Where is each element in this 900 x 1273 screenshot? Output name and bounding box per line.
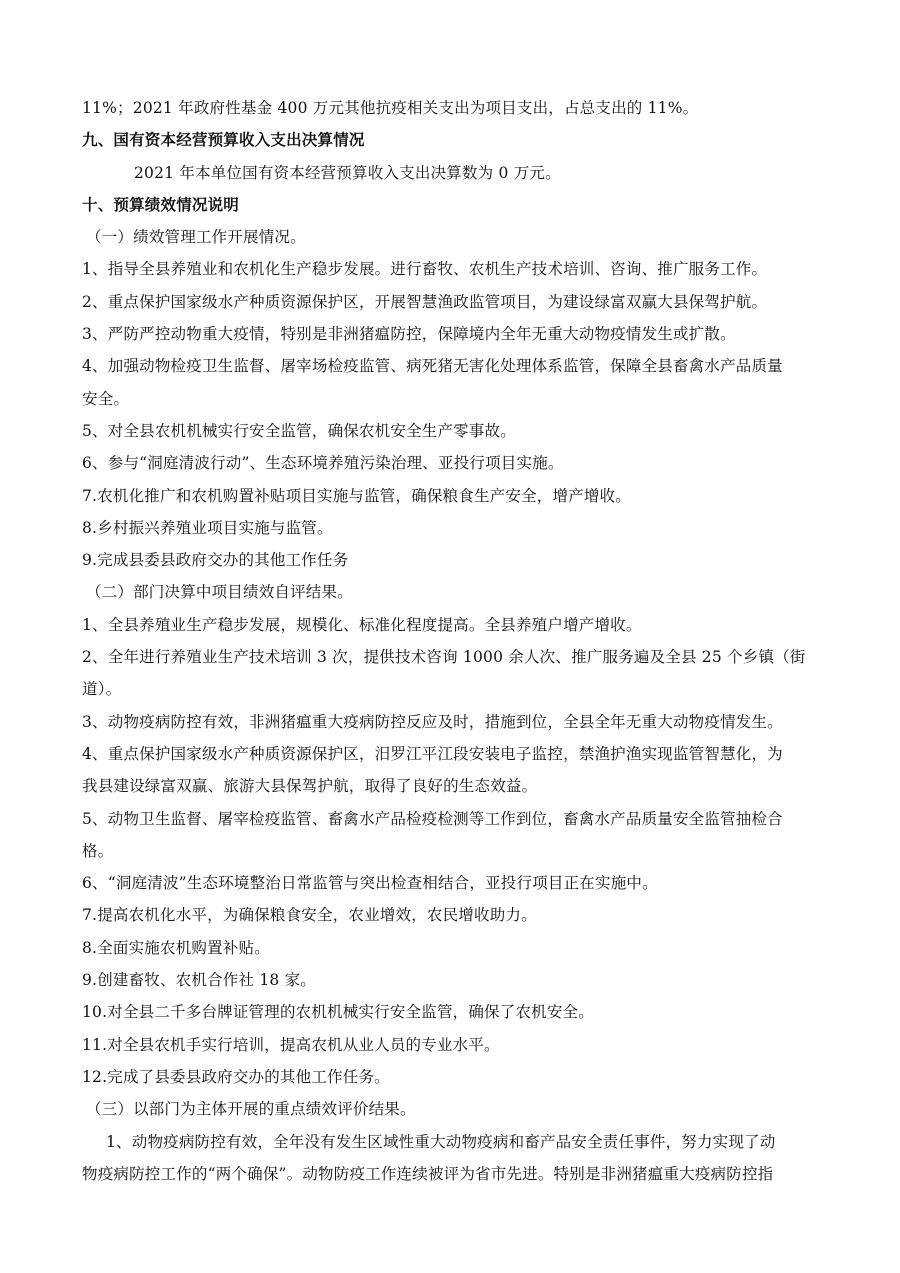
list-item: 11.对全县农机手实行培训，提高农机从业人员的专业水平。 bbox=[82, 1035, 500, 1054]
list-item: 6、“洞庭清波”生态环境整治日常监管与突出检查相结合，亚投行项目正在实施中。 bbox=[82, 874, 658, 893]
list-item: 5、动物卫生监督、屠宰检疫监管、畜禽水产品检疫检测等工作到位，畜禽水产品质量安全监管抽检合 bbox=[82, 809, 783, 828]
list-item: 9.完成县委县政府交办的其他工作任务 bbox=[82, 551, 349, 570]
document-page bbox=[82, 92, 822, 1190]
list-item: 3、动物疫病防控有效，非洲猪瘟重大疫病防控反应及时，措施到位，全县全年无重大动物疫情发生。 bbox=[82, 712, 783, 731]
list-item: 12.完成了县委县政府交办的其他工作任务。 bbox=[82, 1067, 390, 1086]
list-item: 2、全年进行养殖业生产技术培训 3 次，提供技术咨询 1000 余人次、推广服务遍及全县 25 个乡镇（街 bbox=[82, 648, 806, 667]
list-item: 9.创建畜牧、农机合作社 18 家。 bbox=[82, 971, 316, 990]
list-item-continuation: 安全。 bbox=[82, 389, 130, 408]
paragraph-line: 物疫病防控工作的“两个确保”。动物防疫工作连续被评为省市先进。特别是非洲猪瘟重大疫病防控指 bbox=[82, 1164, 774, 1183]
text-line: 11%；2021 年政府性基金 400 万元其他抗疫相关支出为项目支出，占总支出的 11%。 bbox=[82, 99, 699, 117]
section-heading: 十、预算绩效情况说明 bbox=[82, 195, 240, 214]
list-item: 6、参与“洞庭清波行动”、生态环境养殖污染治理、亚投行项目实施。 bbox=[82, 454, 564, 473]
subsection-heading: （一）绩效管理工作开展情况。 bbox=[86, 228, 306, 247]
list-item: 4、重点保护国家级水产种质资源保护区，汨罗江平江段安装电子监控，禁渔护渔实现监管智慧化，为 bbox=[82, 744, 783, 763]
list-item: 5、对全县农机机械实行安全监管，确保农机安全生产零事故。 bbox=[82, 421, 516, 440]
list-item: 1、全县养殖业生产稳步发展，规模化、标准化程度提高。全县养殖户增产增收。 bbox=[82, 615, 642, 634]
list-item: 3、严防严控动物重大疫情，特别是非洲猪瘟防控，保障境内全年无重大动物疫情发生或扩散。 bbox=[82, 325, 736, 344]
list-item-continuation: 格。 bbox=[82, 841, 114, 860]
list-item: 8.乡村振兴养殖业项目实施与监管。 bbox=[82, 518, 333, 537]
list-item: 7.农机化推广和农机购置补贴项目实施与监管，确保粮食生产安全，增产增收。 bbox=[82, 486, 631, 505]
list-item-continuation: 道）。 bbox=[82, 680, 122, 699]
paragraph-line: 1、动物疫病防控有效，全年没有发生区域性重大动物疫病和畜产品安全责任事件，努力实现了动 bbox=[106, 1132, 776, 1151]
subsection-heading: （三）以部门为主体开展的重点绩效评价结果。 bbox=[86, 1100, 416, 1119]
list-item: 7.提高农机化水平，为确保粮食安全，农业增效，农民增收助力。 bbox=[82, 906, 537, 925]
list-item: 10.对全县二千多台牌证管理的农机机械实行安全监管，确保了农机安全。 bbox=[82, 1003, 594, 1022]
list-item: 4、加强动物检疫卫生监督、屠宰场检疫监管、病死猪无害化处理体系监管，保障全县畜禽水产品质量 bbox=[82, 357, 783, 376]
list-item: 2、重点保护国家级水产种质资源保护区，开展智慧渔政监管项目，为建设绿富双赢大县保驾护航。 bbox=[82, 292, 768, 311]
paragraph-line: 2021 年本单位国有资本经营预算收入支出决算数为 0 万元。 bbox=[134, 163, 561, 182]
section-heading: 九、国有资本经营预算收入支出决算情况 bbox=[82, 131, 365, 150]
subsection-heading: （二）部门决算中项目绩效自评结果。 bbox=[86, 583, 353, 602]
list-item: 8.全面实施农机购置补贴。 bbox=[82, 938, 270, 957]
list-item: 1、指导全县养殖业和农机化生产稳步发展。进行畜牧、农机生产技术培训、咨询、推广服务工作。 bbox=[82, 260, 768, 279]
list-item-continuation: 我县建设绿富双赢、旅游大县保驾护航，取得了良好的生态效益。 bbox=[82, 777, 538, 796]
